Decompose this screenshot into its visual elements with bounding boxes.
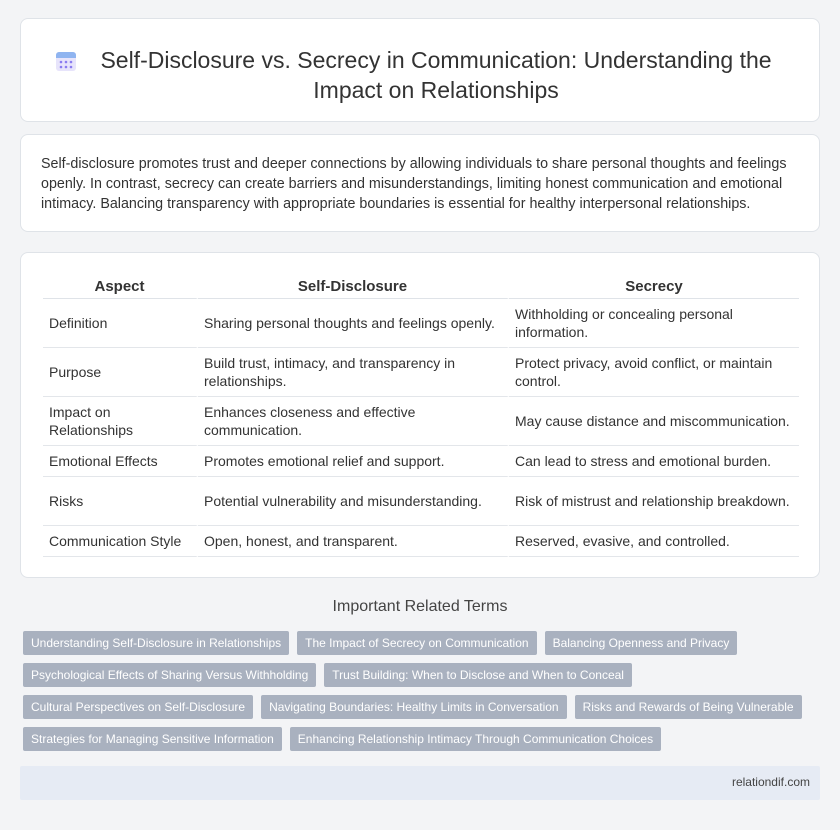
related-term-tag[interactable]: Understanding Self-Disclosure in Relationships bbox=[23, 631, 289, 655]
table-cell: Risk of mistrust and relationship breakdown. bbox=[509, 477, 799, 526]
comparison-table bbox=[43, 275, 799, 557]
related-term-tag[interactable]: Trust Building: When to Disclose and When to Conceal bbox=[324, 663, 632, 687]
table-row bbox=[43, 299, 799, 348]
related-term-tag[interactable]: Cultural Perspectives on Self-Disclosure bbox=[23, 695, 253, 719]
table-cell: Communication Style bbox=[43, 526, 198, 557]
table-cell: Promotes emotional relief and support. bbox=[198, 446, 509, 477]
related-term-tag[interactable]: The Impact of Secrecy on Communication bbox=[297, 631, 536, 655]
table-cell: Can lead to stress and emotional burden. bbox=[509, 446, 799, 477]
table-cell: Build trust, intimacy, and transparency in relationships. bbox=[198, 348, 509, 397]
related-term-tag[interactable]: Risks and Rewards of Being Vulnerable bbox=[575, 695, 802, 719]
footer-site-link[interactable]: relationdif.com bbox=[731, 775, 810, 789]
intro-card bbox=[20, 134, 820, 232]
footer bbox=[20, 766, 820, 800]
column-header-secrecy: Secrecy bbox=[509, 275, 799, 299]
table-cell: Reserved, evasive, and controlled. bbox=[509, 526, 799, 557]
table-cell: Definition bbox=[43, 299, 198, 348]
table-row bbox=[43, 446, 799, 477]
related-term-tag[interactable]: Enhancing Relationship Intimacy Through Communication Choices bbox=[290, 727, 661, 751]
table-cell: May cause distance and miscommunication. bbox=[509, 397, 799, 446]
table-cell: Open, honest, and transparent. bbox=[198, 526, 509, 557]
table-row bbox=[43, 397, 799, 446]
related-term-tag[interactable]: Strategies for Managing Sensitive Information bbox=[23, 727, 282, 751]
table-row bbox=[43, 526, 799, 557]
column-header-self-disclosure: Self-Disclosure bbox=[198, 275, 509, 299]
column-header-aspect: Aspect bbox=[43, 275, 198, 299]
header-card bbox=[20, 18, 820, 122]
table-header-row bbox=[43, 275, 799, 299]
table-cell: Impact on Relationships bbox=[43, 397, 198, 446]
related-term-tag[interactable]: Navigating Boundaries: Healthy Limits in Conversation bbox=[261, 695, 566, 719]
table-cell: Protect privacy, avoid conflict, or maintain control. bbox=[509, 348, 799, 397]
table-cell: Emotional Effects bbox=[43, 446, 198, 477]
table-cell: Potential vulnerability and misunderstanding. bbox=[198, 477, 509, 526]
table-cell: Risks bbox=[43, 477, 198, 526]
related-terms-list bbox=[23, 631, 823, 751]
table-cell: Enhances closeness and effective communication. bbox=[198, 397, 509, 446]
table-row bbox=[43, 348, 799, 397]
related-terms-heading: Important Related Terms bbox=[332, 598, 508, 615]
related-term-tag[interactable]: Psychological Effects of Sharing Versus Withholding bbox=[23, 663, 316, 687]
table-cell: Withholding or concealing personal information. bbox=[509, 299, 799, 348]
page-title: Self-Disclosure vs. Secrecy in Communication: Understanding the Impact on Relationships bbox=[100, 47, 772, 103]
intro-paragraph: Self-disclosure promotes trust and deeper connections by allowing individuals to share personal thoughts and feelings openly. In contrast, secrecy can create barriers and misunderstandings, limiting honest communication and emotional intimacy. Balancing transparency with appropriate boundaries is essential for healthy interpersonal relationships. bbox=[41, 156, 787, 212]
table-cell: Purpose bbox=[43, 348, 198, 397]
table-cell: Sharing personal thoughts and feelings openly. bbox=[198, 299, 509, 348]
related-term-tag[interactable]: Balancing Openness and Privacy bbox=[545, 631, 738, 655]
comparison-table-card bbox=[20, 252, 820, 578]
table-row bbox=[43, 477, 799, 526]
